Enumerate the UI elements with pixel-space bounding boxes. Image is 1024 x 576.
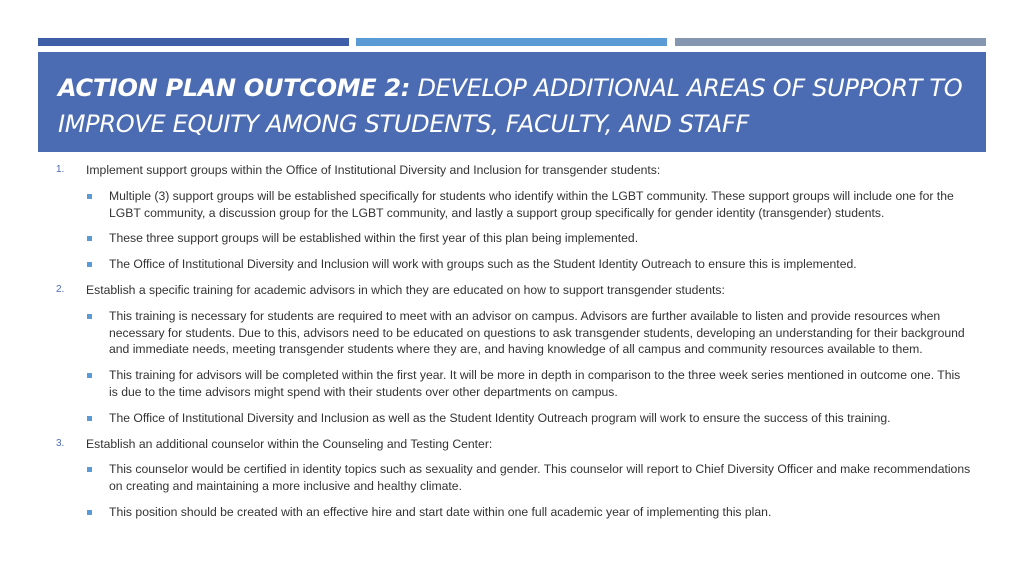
list-item-text: Establish a specific training for academic advisors in which they are educated on how to support transgender students: — [86, 282, 725, 297]
square-bullet-icon — [87, 236, 92, 241]
slide-title-rest: DEVELOP ADDITIONAL AREAS OF SUPPORT TO IMPROVE EQUITY AMONG STUDENTS, FACULTY, AND STAFF — [58, 74, 963, 138]
sub-bullet-text: This counselor would be certified in identity topics such as sexuality and gender. This counselor will report to Chief Diversity Officer and make recommendations on creating and maintaining a more inclusive and healthy climate. — [109, 462, 971, 494]
sub-bullet — [56, 230, 972, 247]
accent-bar-middle — [356, 38, 667, 46]
sub-bullet-text: The Office of Institutional Diversity and Inclusion as well as the Student Identity Outreach program will work to ensure the success of this training. — [109, 410, 891, 425]
sub-bullet — [56, 367, 972, 401]
sub-bullet-text: The Office of Institutional Diversity and Inclusion will work with groups such as the Student Identity Outreach to ensure this is implemented. — [109, 257, 857, 272]
list-item-2 — [56, 282, 972, 299]
slide-body — [56, 162, 972, 530]
sub-bullet — [56, 410, 972, 427]
square-bullet-icon — [87, 194, 92, 199]
slide-title-lead: ACTION PLAN OUTCOME 2: — [58, 74, 411, 102]
list-item-text: Establish an additional counselor within the Counseling and Testing Center: — [86, 436, 493, 451]
sub-bullet — [56, 188, 972, 222]
square-bullet-icon — [87, 416, 92, 421]
sub-bullet — [56, 308, 972, 358]
accent-bar-left — [38, 38, 349, 46]
sub-bullet-text: These three support groups will be established within the first year of this plan being implemented. — [109, 231, 639, 246]
sub-bullet — [56, 461, 972, 495]
sub-bullet-text: This training is necessary for students are required to meet with an advisor on campus. Advisors are further available to listen and provide resources when necessary for students. Due to this, advisors need to be educated on questions to ask transgender students, developing an understanding for their background and immediate needs, meeting transgender students where they are, and having knowledge of all campus and community resources available to them. — [109, 308, 965, 357]
accent-bar-right — [675, 38, 986, 46]
sub-bullet — [56, 256, 972, 273]
square-bullet-icon — [87, 314, 92, 319]
list-item-3 — [56, 436, 972, 453]
square-bullet-icon — [87, 373, 92, 378]
square-bullet-icon — [87, 510, 92, 515]
list-number: 2. — [56, 283, 65, 295]
square-bullet-icon — [87, 467, 92, 472]
list-item-1 — [56, 162, 972, 179]
list-number: 1. — [56, 164, 65, 175]
slide-title — [38, 52, 986, 152]
list-number: 3. — [56, 437, 65, 449]
sub-bullet — [56, 504, 972, 521]
sub-bullet-text: This position should be created with an effective hire and start date within one full academic year of implementing this plan. — [109, 504, 772, 519]
square-bullet-icon — [87, 262, 92, 267]
sub-bullet-text: This training for advisors will be completed within the first year. It will be more in depth in comparison to the three week series mentioned in outcome one. This is due to the time advisors might spend with their students over other departments on campus. — [109, 368, 961, 399]
sub-bullet-text: Multiple (3) support groups will be established specifically for students who identify within the LGBT community. These support groups will include one for the LGBT community, a discussion group for the LGBT community, and lastly a support group specifically for gender identity (transgender) students. — [109, 188, 954, 220]
list-item-text: Implement support groups within the Office of Institutional Diversity and Inclusion for transgender students: — [86, 163, 661, 177]
